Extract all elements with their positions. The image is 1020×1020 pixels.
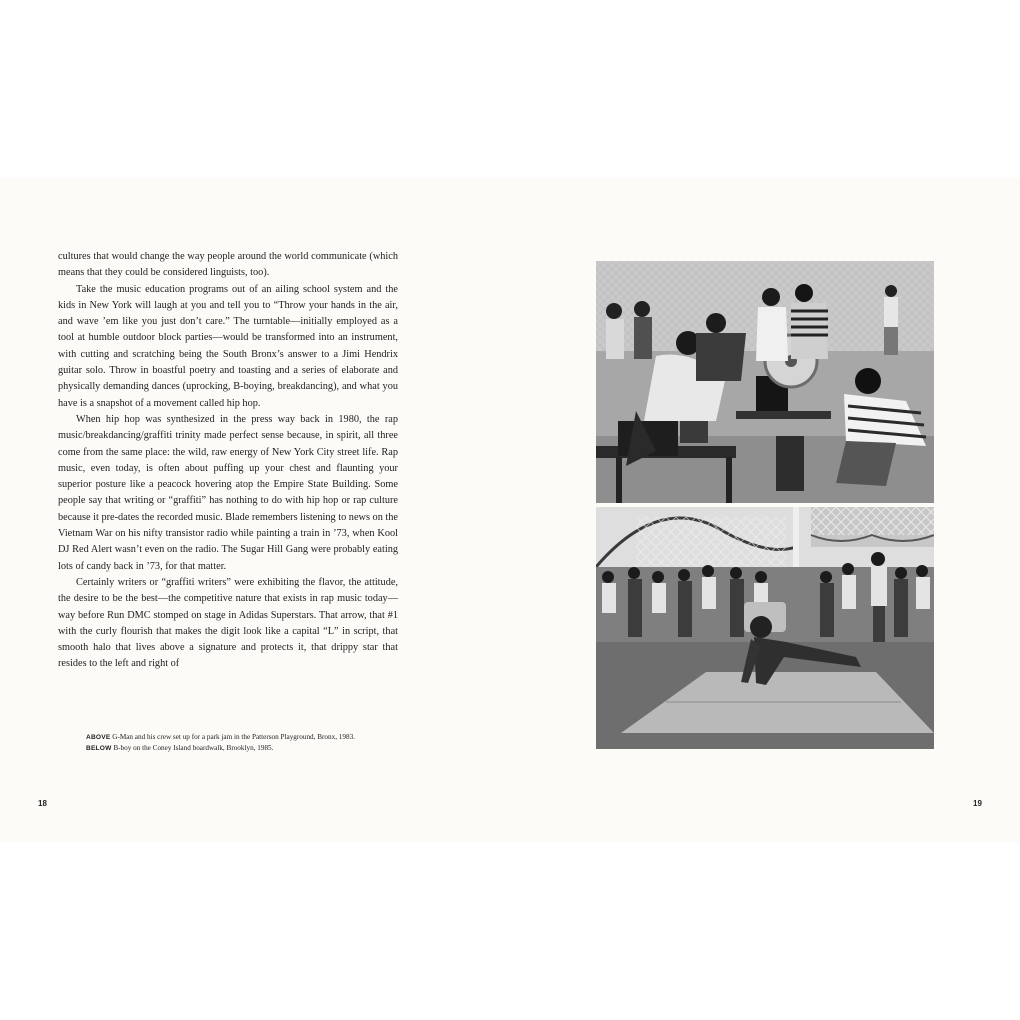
caption-above-text: G-Man and his crew set up for a park jam in the Patterson Playground, Bronx, 1983. — [110, 733, 355, 741]
paragraph-4: Certainly writers or “graffiti writers” were exhibiting the flavor, the attitude, the desire to be the best—the competitive nature that exists in rap music today—way before Run DMC stomped on stage in Adidas Superstars. That arrow, that #1 with the curly flourish that makes the digit look like a capital “L” in script, that smooth halo that lives above a signature and protects it, that drippy star that resides to the left and right of — [58, 576, 398, 670]
caption-above-label: ABOVE — [86, 734, 111, 741]
body-text — [58, 249, 398, 673]
photo-coney-island-bboy — [596, 507, 934, 749]
page-number-right: 19 — [973, 799, 982, 808]
caption-below — [86, 743, 426, 754]
photo-park-jam — [596, 261, 934, 503]
paragraph-1: cultures that would change the way people around the world communicate (which means that they could be considered linguists, too). — [58, 251, 398, 279]
page-number-left: 18 — [38, 799, 47, 808]
paragraph-2: Take the music education programs out of an ailing school system and the kids in New York will laugh at you and tell you to “Throw your hands in the air, and wave ’em like you just don’t care.” The turntable—initially employed as a tool at humble outdoor block parties—would be transformed into an instrument, with cutting and scratching being the South Bronx’s answer to a Jimi Hendrix guitar solo. Throw in boastful poetry and toasting and a series of elaborate and physically demanding dances (uprocking, B-boying, breakdancing), and what you have is a snapshot of a movement called hip hop. — [58, 283, 398, 409]
caption-below-text: B-boy on the Coney Island boardwalk, Brooklyn, 1985. — [111, 744, 274, 752]
caption-below-label: BELOW — [86, 745, 112, 752]
photo-caption — [86, 732, 426, 754]
paragraph-3: When hip hop was synthesized in the press way back in 1980, the rap music/breakdancing/graffiti trinity made perfect sense because, in spirit, all three come from the same place: the wild, raw energy of New York City street life. Rap music, even today, is often about puffing up your chest and flaunting your superior posture like a peacock hovering atop the Empire State Building. Some people say that writing or “graffiti” has nothing to do with hip hop or rap culture because it pre-dates the recorded music. Blade remembers listening to news on the Vietnam War on his nifty transistor radio while painting a train in ’73, when Kool DJ Red Alert wasn’t even on the radio. The Sugar Hill Gang were probably eating lots of candy back in ’73, for that matter. — [58, 413, 398, 572]
caption-above — [86, 732, 426, 743]
